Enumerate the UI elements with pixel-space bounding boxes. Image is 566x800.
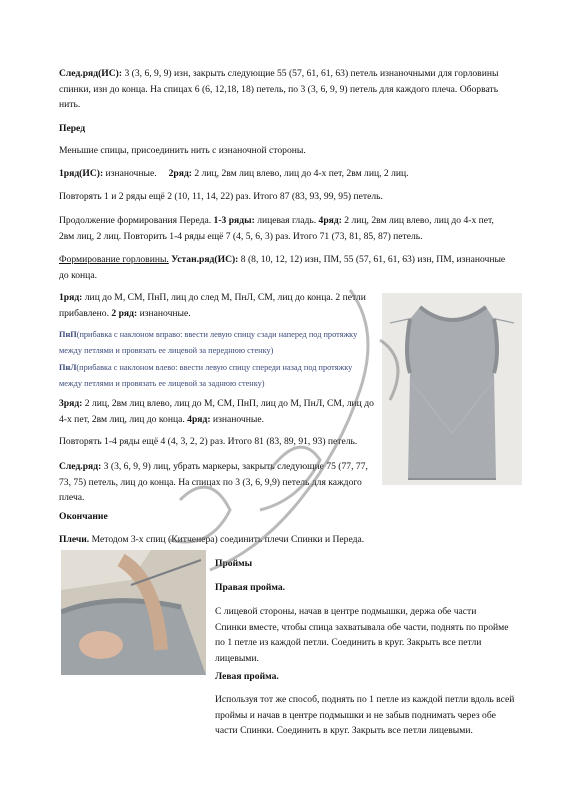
knitted-top-photo xyxy=(382,293,522,485)
paragraph-neckline: Формирование горловины. Устан.ряд(ИС): 8 (8, 10, 12, 12) изн, ПМ, 55 (57, 61, 61, 63) изн, ПМ, изнаночные до конца. xyxy=(59,254,506,281)
row-label: След.ряд(ИС): xyxy=(59,68,123,79)
paragraph-repeat-1-2: Повторять 1 и 2 ряды ещё 2 (10, 11, 14, 22) раз. Итого 87 (83, 93, 99, 95) петель. xyxy=(59,191,383,202)
paragraph-left-armhole-1: Используя тот же способ, поднять по 1 петле из каждой петли вдоль всей проймы и начав в центре подмышки и не забыв поднимать через обе части Спинки. Соединить в круг. Закрыть все петли лицевыми. xyxy=(215,694,515,737)
paragraph-right-armhole: С лицевой стороны, начав в центре подмышки, держа обе части Спинки вместе, чтобы спица захватывала обе части, поднять по пройме по 1 петле из каждой петли. Соединить в круг. Закрыть все петли лицевыми. xyxy=(215,606,509,664)
paragraph-front-shaping: Продолжение формирования Переда. 1-3 ряды: лицевая гладь. 4ряд: 2 лиц, 2вм лиц влево, лиц до 4-х пет, 2вм лиц, 2 лиц. Повторить 1-4 ряды ещё 7 (4, 5, 6, 3) раз. Итого 71 (73, 81, 85, 87) петель. xyxy=(59,215,494,242)
paragraph-neck-row-3: 3ряд: 2 лиц, 2вм лиц влево, лиц до М, СМ, ПнП, лиц до М, ПнЛ, СМ, лиц до 4-х пет, 2вм лиц, лиц до конца. 4ряд: изнаночные. xyxy=(59,398,374,425)
armhole-pickup-photo xyxy=(61,550,206,675)
note-increase-left: ПнЛ(прибавка с наклоном влево: ввести левую спицу спереди назад под протяжку между петлями и провязать ее лицевой за заднюю стенку) xyxy=(59,363,353,388)
note-increase-right: ПнП(прибавка с наклоном вправо: ввести левую спицу сзади наперед под протяжку между петлями и провязать ее лицевой за переднюю стенку) xyxy=(59,330,358,355)
section-title-right-armhole: Правая пройма. xyxy=(215,582,286,593)
paragraph-next-row-front: След.ряд: 3 (3, 6, 9, 9) лиц, убрать маркеры, закрыть следующие 75 (77, 77, 73, 75) петель, лиц до конца. На спицах по 3 (3, 6, 9,9) петель для каждого плеча. xyxy=(59,461,368,504)
paragraph-shoulders: Плечи. Методом 3-х спиц (Китченера) соединить плечи Спинки и Переда. xyxy=(59,534,365,545)
paragraph-neck-row-1: 1ряд: лиц до М, СМ, ПнП, лиц до след М, ПнЛ, СМ, лиц до конца. 2 петли прибавлено. 2 ряд: изнаночные. xyxy=(59,292,366,319)
row-text: 3 (3, 6, 9, 9) изн, закрыть следующие 55 (57, 61, 61, 63) петель изнаночными для горловины спинки, изн до конца. На спицах 6 (6, 12,18, 18) петель, по 3 (3, 6, 9, 9) петель для каждого плеча. Оборвать нить. xyxy=(59,68,499,111)
paragraph-next-row-back xyxy=(59,66,509,113)
paragraph-join-yarn: Меньшие спицы, присоединить нить с изнаночной стороны. xyxy=(59,145,306,156)
section-title-finishing: Окончание xyxy=(59,511,108,522)
section-title-front: Перед xyxy=(59,123,86,134)
section-title-left-armhole: Левая пройма. xyxy=(215,671,279,682)
section-title-armholes: Проймы xyxy=(215,558,253,569)
paragraph-rows-1-2: 1ряд(ИС): изнаночные. 2ряд: 2 лиц, 2вм лиц влево, лиц до 4-х пет, 2вм лиц, 2 лиц. xyxy=(59,168,409,179)
paragraph-repeat-1-4: Повторять 1-4 ряды ещё 4 (4, 3, 2, 2) раз. Итого 81 (83, 89, 91, 93) петель. xyxy=(59,436,358,447)
